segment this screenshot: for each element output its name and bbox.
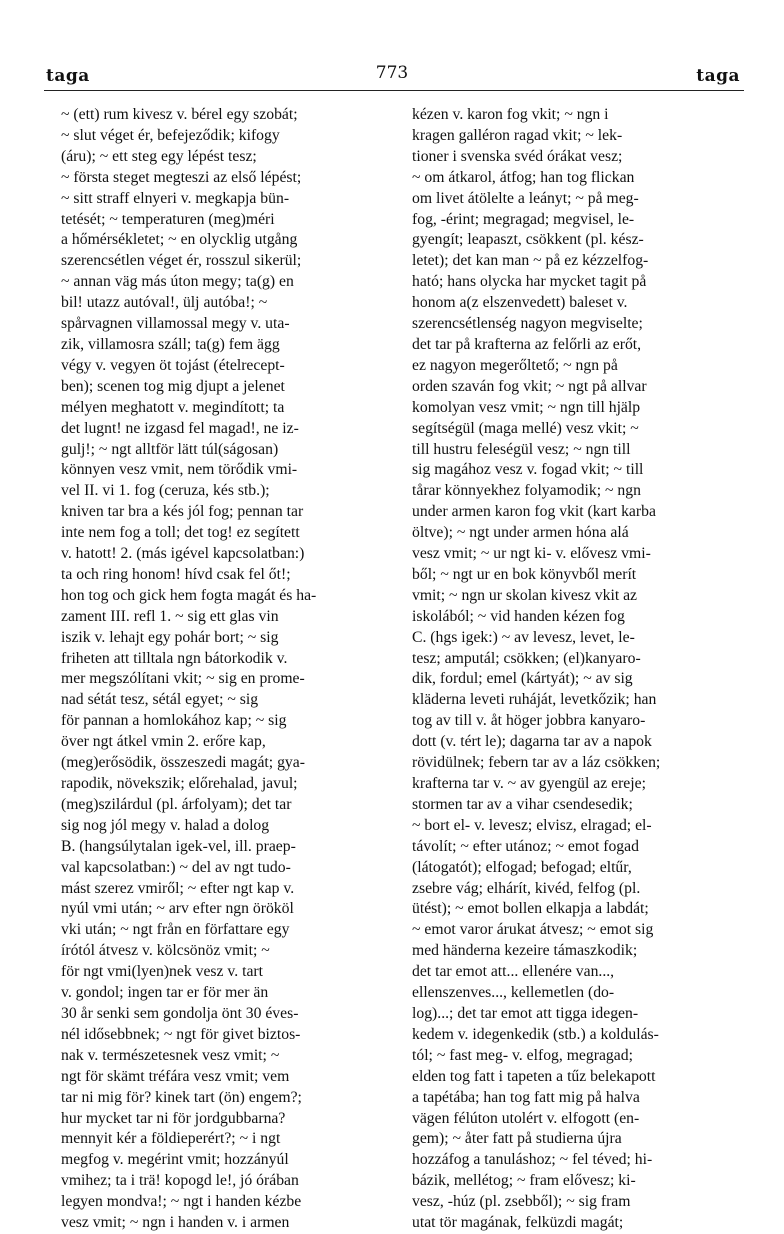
dictionary-line: krafterna tar v. ~ av gyengül az ereje;	[412, 775, 646, 792]
dictionary-line: nél idősebbnek; ~ ngt för givet biztos-	[61, 1025, 301, 1043]
dictionary-line: ~ bort el- v. levesz; elvisz, elragad; el-	[412, 816, 652, 834]
dictionary-line: nyúl vmi után; ~ arv efter ngn örököl	[61, 900, 294, 918]
dictionary-line: kniven tar bra a kés jól fog; pennan tar	[61, 503, 304, 521]
dictionary-line: ~ (ett) rum kivesz v. bérel egy szobát;	[61, 106, 298, 123]
dictionary-line: log)...; det tar emot att tigga idegen-	[412, 1004, 639, 1022]
dictionary-line: kézen v. karon fog vkit; ~ ngn i	[412, 106, 609, 123]
right-column	[412, 105, 730, 1234]
dictionary-line: ható; hans olycka har mycket tagit på	[412, 273, 647, 291]
dictionary-line: ez nagyon megerőltető; ~ ngn på	[412, 356, 618, 374]
dictionary-line: stormen tar av a vihar csendesedik;	[412, 795, 633, 813]
dictionary-line: vesz vmit; ~ ngn i handen v. i armen	[61, 1214, 290, 1232]
dictionary-line: szerencsétlen véget ér, rosszul sikerül;	[61, 252, 302, 270]
dictionary-line: távolít; ~ efter utánoz; ~ emot fogad	[412, 837, 639, 855]
dictionary-line: ~ första steget megteszi az első lépést;	[61, 168, 302, 186]
dictionary-line: tioner i svenska svéd órákat vesz;	[412, 147, 623, 165]
dictionary-line: (meg)szilárdul (pl. árfolyam); det tar	[61, 795, 292, 813]
dictionary-line: ngt för skämt tréfára vesz vmit; vem	[61, 1067, 290, 1085]
dictionary-line: gyengít; leapaszt, csökkent (pl. kész-	[412, 231, 644, 249]
dictionary-line: kedem v. idegenkedik (stb.) a koldulás-	[412, 1025, 659, 1043]
dictionary-line: legyen mondva!; ~ ngt i handen kézbe	[61, 1193, 302, 1211]
dictionary-line: bil! utazz autóval!, ülj autóba!; ~	[61, 294, 268, 312]
dictionary-line: a hőmérsékletet; ~ en olycklig utgång	[61, 231, 298, 249]
dictionary-line: ta och ring honom! hívd csak fel őt!;	[61, 565, 291, 583]
dictionary-line: hozzáfog a tanuláshoz; ~ fel téved; hi-	[412, 1151, 653, 1169]
dictionary-line: zsebre vág; elhárít, kivéd, felfog (pl.	[412, 879, 641, 897]
page-number: 773	[375, 63, 409, 83]
dictionary-line: írótól átvesz v. kölcsönöz vmit; ~	[61, 942, 270, 960]
dictionary-line: tetését; ~ temperaturen (meg)méri	[61, 210, 275, 228]
running-headword-right: taga	[696, 66, 740, 86]
dictionary-line: nak v. természetesnek vesz vmit; ~	[61, 1046, 280, 1064]
dictionary-line: ~ emot varor árukat átvesz; ~ emot sig	[412, 921, 654, 939]
dictionary-line: det tar på krafterna az felőrli az erőt,	[412, 335, 642, 353]
dictionary-line: val kapcsolatban:) ~ del av ngt tudo-	[61, 858, 291, 876]
dictionary-line: mennyit kér a földieperért?; ~ i ngt	[61, 1130, 281, 1148]
left-column	[61, 105, 379, 1234]
dictionary-line: komolyan vesz vmit; ~ ngn till hjälp	[412, 398, 641, 416]
dictionary-line: könnyen vesz vmit, nem törődik vmi-	[61, 461, 298, 479]
dictionary-line: iszik v. lehajt egy pohár bort; ~ sig	[61, 628, 279, 646]
dictionary-line: B. (hangsúlytalan igek-vel, ill. praep-	[61, 837, 296, 855]
dictionary-line: zik, villamosra száll; ta(g) fem ägg	[61, 335, 280, 353]
dictionary-line: inte nem fog a toll; det tog! ez segített	[61, 524, 300, 542]
dictionary-line: öltve); ~ ngt under armen hóna alá	[412, 524, 629, 542]
dictionary-line: för ngt vmi(lyen)nek vesz v. tart	[61, 963, 263, 981]
dictionary-line: över ngt átkel vmin 2. erőre kap,	[61, 733, 266, 751]
dictionary-line: a tapétába; han tog fatt mig på halva	[412, 1088, 640, 1106]
dictionary-line: ~ annan väg más úton megy; ta(g) en	[61, 273, 294, 291]
dictionary-line: gem); ~ åter fatt på studierna újra	[412, 1130, 622, 1148]
dictionary-line: mer megszólítani vkit; ~ sig en prome-	[61, 670, 305, 688]
dictionary-line: ből; ~ ngt ur en bok könyvből merít	[412, 565, 637, 583]
dictionary-line: mást szerez vmiről; ~ efter ngt kap v.	[61, 879, 295, 897]
dictionary-line: nad sétát tesz, sétál egyet; ~ sig	[61, 691, 259, 709]
running-headword-left: taga	[46, 66, 90, 86]
dictionary-line: szerencsétlenség nagyon megviselte;	[412, 315, 643, 333]
dictionary-line: tesz; amputál; csökken; (el)kanyaro-	[412, 649, 641, 667]
dictionary-line: bázik, mellétog; ~ fram elővesz; ki-	[412, 1172, 636, 1190]
dictionary-line: hur mycket tar ni för jordgubbarna?	[61, 1109, 286, 1127]
dictionary-line: ben); scenen tog mig djupt a jelenet	[61, 377, 285, 395]
dictionary-line: orden szaván fog vkit; ~ ngt på allvar	[412, 377, 647, 395]
dictionary-line: med händerna kezeire támaszkodik;	[412, 942, 638, 960]
dictionary-line: kläderna leveti ruháját, levetkőzik; han	[412, 691, 657, 709]
dictionary-line: till hustru feleségül vesz; ~ ngn till	[412, 440, 631, 458]
dictionary-line: 30 år senki sem gondolja önt 30 éves-	[61, 1004, 299, 1022]
dictionary-line: elden tog fatt i tapeten a tűz belekapott	[412, 1067, 656, 1085]
dictionary-line: ütést); ~ emot bollen elkapja a labdát;	[412, 900, 649, 918]
dictionary-line: segítségül (maga mellé) vesz vkit; ~	[412, 419, 639, 437]
dictionary-line: gulj!; ~ ngt alltför lätt túl(ságosan)	[61, 440, 279, 458]
dictionary-line: (áru); ~ ett steg egy lépést tesz;	[61, 147, 257, 165]
page-header	[40, 58, 744, 88]
dictionary-line: C. (hgs igek:) ~ av levesz, levet, le-	[412, 628, 635, 646]
dictionary-line: det tar emot att... ellenére van...,	[412, 963, 615, 981]
dictionary-line: dott (v. tért le); dagarna tar av a napok	[412, 733, 652, 751]
dictionary-line: zament III. refl 1. ~ sig ett glas vin	[61, 607, 279, 625]
dictionary-line: sig magához vesz v. fogad vkit; ~ till	[412, 461, 644, 479]
dictionary-line: ~ om átkarol, átfog; han tog flickan	[412, 168, 635, 186]
dictionary-line: végy v. vegyen öt tojást (ételrecept-	[61, 356, 285, 374]
dictionary-line: ~ slut véget ér, befejeződik; kifogy	[61, 126, 280, 144]
dictionary-line: fog, -érint; megragad; megvisel, le-	[412, 210, 635, 228]
dictionary-line: vägen félúton utolért v. elfogott (en-	[412, 1109, 640, 1127]
dictionary-line: rövidülnek; febern tar av a láz csökken;	[412, 754, 661, 772]
dictionary-line: vki után; ~ ngt från en författare egy	[61, 921, 290, 939]
dictionary-line: mélyen meghatott v. megindított; ta	[61, 398, 285, 416]
dictionary-line: tar ni mig för? kinek tart (ön) engem?;	[61, 1088, 302, 1106]
header-rule	[44, 90, 744, 91]
dictionary-line: för pannan a homlokához kap; ~ sig	[61, 712, 287, 730]
dictionary-line: iskolából; ~ vid handen kézen fog	[412, 607, 625, 625]
dictionary-line: tog av till v. åt höger jobbra kanyaro-	[412, 712, 646, 730]
dictionary-line: sig nog jól megy v. halad a dolog	[61, 816, 270, 834]
dictionary-line: v. gondol; ingen tar er för mer än	[61, 984, 269, 1002]
dictionary-line: spårvagnen villamossal megy v. uta-	[61, 315, 290, 333]
dictionary-line: vmit; ~ ngn ur skolan kivesz vkit az	[412, 586, 638, 604]
dictionary-line: vesz vmit; ~ ur ngt ki- v. elővesz vmi-	[412, 545, 651, 563]
dictionary-line: tårar könnyekhez folyamodik; ~ ngn	[412, 482, 641, 500]
dictionary-line: dik, fordul; emel (kártyát); ~ av sig	[412, 670, 633, 688]
dictionary-line: det lugnt! ne izgasd fel magad!, ne iz-	[61, 419, 299, 437]
dictionary-line: v. hatott! 2. (más igével kapcsolatban:)	[61, 545, 305, 563]
dictionary-line: hon tog och gick hem fogta magát és ha-	[61, 586, 317, 604]
dictionary-line: ~ sitt straff elnyeri v. megkapja bün-	[61, 189, 290, 207]
dictionary-line: ellenszenves..., kellemetlen (do-	[412, 984, 615, 1002]
dictionary-line: utat tör magának, felküzdi magát;	[412, 1214, 624, 1232]
dictionary-line: vel II. vi 1. fog (ceruza, kés stb.);	[61, 482, 270, 500]
dictionary-line: vmihez; ta i trä! kopogd le!, jó órában	[61, 1172, 299, 1190]
dictionary-line: under armen karon fog vkit (kart karba	[412, 503, 656, 521]
dictionary-line: kragen galléron ragad vkit; ~ lek-	[412, 126, 623, 144]
dictionary-line: letet); det kan man ~ på ez kézzelfog-	[412, 252, 649, 270]
dictionary-line: honom a(z elszenvedett) baleset v.	[412, 294, 628, 312]
dictionary-line: megfog v. megérint vmit; hozzányúl	[61, 1151, 289, 1169]
dictionary-line: om livet átölelte a leányt; ~ på meg-	[412, 189, 639, 207]
dictionary-line: rapodik, növekszik; előrehalad, javul;	[61, 775, 298, 792]
dictionary-line: (látogatót); elfogad; befogad; eltűr,	[412, 858, 632, 876]
dictionary-line: friheten att tilltala ngn bátorkodik v.	[61, 649, 288, 667]
dictionary-line: vesz, -húz (pl. zsebből); ~ sig fram	[412, 1193, 631, 1211]
dictionary-line: (meg)erősödik, összeszedi magát; gya-	[61, 754, 305, 772]
dictionary-line: tól; ~ fast meg- v. elfog, megragad;	[412, 1046, 633, 1064]
